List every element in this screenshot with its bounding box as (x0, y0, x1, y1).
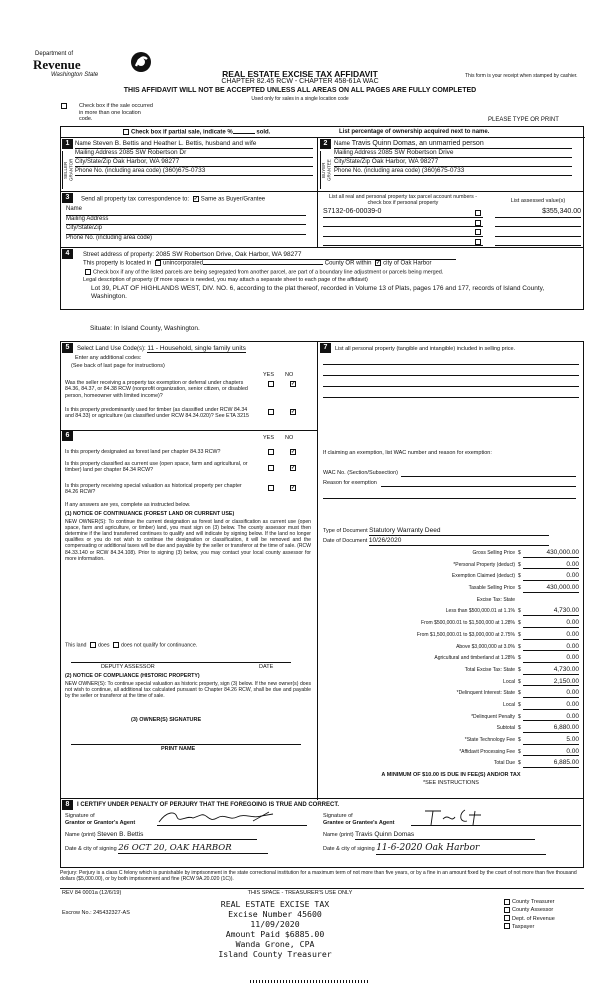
city-checkbox[interactable]: ✓ (376, 260, 381, 266)
buyer-name[interactable]: Travis Quinn Domas, an unmarried person (351, 140, 484, 147)
notice1-text: NEW OWNER(S): To continue the current designation as forest land or classification as current use (open space, farm and agriculture, or timber) land, you must sign on (3) below. The county assessor must then determine if the land transferred continues to qualify and will indicate by signing below. If the land no longer qualifies or you do not wish to continue the designation or classification, it will be removed and the compensating or additional taxes will be due and payable by the seller or transferor at the time of sale. (RCW 84.33.140 or RCW 84.34.108). Prior to signing (3) below, you may contact your local county assessor for more information. (65, 519, 311, 562)
grantee-print-name[interactable]: Travis Quinn Domas (355, 831, 535, 840)
dollar-sign: $ (518, 561, 521, 568)
section-5-number: 5 (62, 343, 73, 353)
amount-row (323, 583, 579, 595)
see-back-label: (See back of last page for instructions) (71, 363, 165, 369)
notice2-title: (2) NOTICE OF COMPLIANCE (HISTORIC PROPERTY) (65, 673, 200, 679)
does-label: does (97, 642, 110, 649)
amount-row (323, 723, 579, 735)
buyer-phone-label: Phone No. (including area code) (334, 168, 421, 174)
section-5-7 (60, 341, 584, 799)
corr-city-label[interactable]: City/State/Zip (66, 225, 306, 235)
dollar-sign: $ (518, 655, 521, 662)
amount-value[interactable]: 0.00 (523, 643, 579, 652)
copy-checkbox[interactable] (504, 915, 510, 921)
amount-label: Exemption Claimed (deduct) (451, 573, 515, 580)
legal-description[interactable]: Lot 39, PLAT OF HIGHLANDS WEST, DIV. NO. 6, according to the plat thereof, recorded in Volume 13 of Plats, pages 176 and 177, records of Island County, Washington. (91, 285, 545, 301)
amount-row (323, 758, 579, 770)
amount-value[interactable]: 4,730.00 (523, 666, 579, 675)
wac-label[interactable]: WAC No. (Section/Subsection) (323, 470, 398, 476)
corr-name-label[interactable]: Name (66, 206, 306, 216)
stamp-line: Amount Paid $6885.00 (225, 929, 325, 939)
stamp-line: 11/09/2020 (250, 919, 300, 929)
s5-yes-header: YES (263, 372, 275, 378)
amount-label: Subtotal (496, 725, 515, 732)
personal-property-line[interactable] (323, 387, 579, 398)
seller-mailing[interactable]: 2085 SW Robertson Dr (119, 149, 187, 156)
dollar-sign: $ (518, 573, 521, 580)
amount-value[interactable]: 430,000.00 (523, 549, 579, 558)
dollar-sign: $ (518, 620, 521, 627)
segregated-checkbox[interactable] (85, 269, 91, 275)
stamp-line: REAL ESTATE EXCISE TAX (220, 899, 330, 909)
seller-city-row (75, 158, 313, 167)
seller-name-label: Name (75, 141, 92, 147)
amount-row (323, 560, 579, 572)
doc-date[interactable]: 10/26/2020 (369, 537, 549, 546)
amount-row (323, 606, 579, 618)
amount-row (323, 653, 579, 665)
amount-value[interactable]: 2,150.00 (523, 678, 579, 687)
segregated-row (83, 269, 443, 276)
perjury-notice: Perjury: Perjury is a class C felony which is punishable by imprisonment in the state correctional institution for a maximum term of not more than five years, or by a fine in an amount fixed by the court of not more than five thousand dollars ($5,000.00), or by both imprisonment and fine (RCW 9A.20.020 (1C)). (60, 870, 577, 883)
print-name: PRINT NAME (161, 746, 196, 752)
amount-row (323, 747, 579, 759)
s6-q3: Is this property receiving special valuation as historical property per chapter 84.26 RCW? (65, 483, 242, 496)
amount-value[interactable]: 5.00 (523, 736, 579, 745)
buyer-name-label: Name (334, 141, 351, 147)
copy-label: Dept. of Revenue (512, 915, 555, 922)
see-instructions: *SEE INSTRUCTIONS (423, 780, 479, 786)
amount-label: Above $3,000,000 at 3.0% (456, 643, 515, 650)
assessed-value[interactable]: $355,340.00 (542, 208, 581, 215)
amount-row (323, 642, 579, 654)
s6-q3-yes[interactable] (268, 485, 274, 491)
dollar-sign: $ (518, 666, 521, 673)
city-of-label: city of Oak Harbor (383, 260, 432, 267)
seller-phone[interactable]: (360)675-0733 (162, 167, 206, 174)
amount-label: *State Technology Fee (464, 737, 515, 743)
amount-value[interactable]: 430,000.00 (523, 584, 579, 593)
seller-mailing-label: Mailing Address (75, 150, 118, 156)
copy-checkbox[interactable] (504, 923, 510, 929)
amount-value[interactable]: 0.00 (523, 631, 579, 640)
copy-label: County Treasurer (512, 899, 555, 905)
amount-label: *Delinquent Interest: State (456, 690, 515, 697)
doc-type-row (323, 527, 549, 536)
unincorporated-label: unincorporated (163, 260, 204, 267)
amount-label: Total Due (493, 760, 515, 767)
dept-line2: Revenue (33, 57, 81, 72)
buyer-city[interactable]: Oak Harbor, WA 98277 (371, 158, 439, 165)
amount-value[interactable]: 0.00 (523, 572, 579, 581)
copy-label: Taxpayer (512, 923, 535, 930)
amount-label: From $500,000.01 to $1,500,000 at 1.28% (421, 620, 515, 627)
grantor-sig-label1: Signature of (65, 813, 95, 819)
grantee-sig-label1: Signature of (323, 813, 353, 819)
s6-q3-no[interactable]: ✓ (291, 485, 296, 491)
parcel-3-personal-checkbox[interactable] (475, 229, 481, 235)
reason-label[interactable]: Reason for exemption (323, 480, 377, 486)
s6-q2-no[interactable]: ✓ (291, 465, 296, 471)
grantor-sig-label2: Grantor or Grantor's Agent (65, 820, 136, 827)
section-2-number: 2 (320, 139, 331, 149)
multi-location-checkbox[interactable] (61, 103, 67, 109)
grantee-sig-label (323, 813, 394, 827)
does-checkbox[interactable] (90, 642, 96, 648)
dollar-sign: $ (518, 585, 521, 592)
seller-label: SELLER GRANTOR (62, 151, 72, 189)
certify-statement: I CERTIFY UNDER PENALTY OF PERJURY THAT THE FOREGOING IS TRUE AND CORRECT. (77, 802, 340, 808)
qualify-row (65, 642, 197, 649)
sold-label: sold. (256, 129, 271, 136)
amount-value[interactable]: 0.00 (523, 713, 579, 722)
seller-city[interactable]: Oak Harbor, WA 98277 (112, 158, 180, 165)
stamp-line: Island County Treasurer (218, 949, 332, 959)
section-4 (60, 247, 584, 310)
buyer-mailing[interactable]: 2085 SW Robertson Drive (378, 149, 454, 156)
section-7-number: 7 (320, 343, 331, 353)
county-or-within-label: County OR within (324, 260, 372, 267)
amount-label: Local (503, 701, 515, 708)
amount-row (323, 595, 579, 607)
grantor-print-name[interactable]: Steven B. Bettis (97, 831, 257, 840)
s5-q1-no[interactable]: ✓ (291, 381, 296, 387)
segregated-label: Check box if any of the listed parcels are being segregated from another parcel, are part of a boundary line adjustment or parcels being merged. (93, 269, 444, 276)
send-correspondence-row (81, 196, 265, 204)
parcel-2-personal-checkbox[interactable] (475, 220, 481, 226)
amount-row (323, 618, 579, 630)
amount-label: Excise Tax: State (476, 596, 515, 603)
additional-codes-label: Enter any additional codes: (75, 355, 142, 361)
doc-date-row (323, 537, 549, 546)
personal-property-line[interactable] (323, 376, 579, 387)
dollar-sign: $ (518, 748, 521, 755)
rev-number: REV 84 0001a (12/6/19) (62, 890, 122, 896)
situate[interactable]: Situate: In Island County, Washington. (90, 325, 200, 332)
section-3 (60, 191, 584, 248)
amount-row (323, 665, 579, 677)
s6-q2: Is this property classified as current use (open space, farm and agricultural, or timber) land per chapter 84.34 RCW? (65, 461, 248, 474)
same-as-buyer-checkbox[interactable]: ✓ (193, 196, 198, 202)
grantee-name-row (323, 831, 535, 840)
grantee-name-label: Name (print) (323, 832, 354, 838)
copy-item (502, 898, 555, 906)
buyer-mailing-row (334, 149, 572, 158)
doc-type[interactable]: Statutory Warranty Deed (369, 527, 549, 536)
amount-row (323, 688, 579, 700)
corr-phone-label[interactable]: Phone No. (including area code) (66, 234, 153, 241)
amount-row (323, 712, 579, 724)
amount-value[interactable]: 0.00 (523, 619, 579, 628)
s6-no-header: NO (285, 435, 294, 441)
land-label: This land (65, 642, 87, 649)
buyer-city-row (334, 158, 572, 167)
grantor-name-label: Name (print) (65, 832, 96, 838)
grantor-date-city[interactable]: 26 OCT 20, OAK HARBOR (118, 843, 268, 854)
buyer-label: BUYER GRANTEE (320, 151, 330, 189)
minimum-due: A MINIMUM OF $10.00 IS DUE IN FEE(S) AND/OR TAX (381, 772, 521, 778)
grantee-signature[interactable] (421, 807, 501, 827)
form-title: REAL ESTATE EXCISE TAX AFFIDAVIT (222, 69, 378, 79)
personal-property-label: List all personal property (tangible and intangible) included in selling price. (335, 346, 516, 352)
dollar-sign: $ (518, 760, 521, 767)
corr-mailing-label[interactable]: Mailing Address (66, 216, 306, 226)
amount-value[interactable]: 6,885.00 (523, 759, 579, 768)
land-use-row (77, 345, 246, 353)
amount-row (323, 735, 579, 747)
located-label: This property is located in (83, 260, 152, 267)
amount-label: Less than $500,000.01 at 1.1% (445, 608, 515, 615)
multi-location-row (65, 103, 155, 123)
owner-signature: (3) OWNER(S) SIGNATURE (131, 717, 202, 723)
s5-q1-yes[interactable] (268, 381, 274, 387)
grantor-name-row (65, 831, 257, 840)
section-6-number: 6 (62, 431, 73, 441)
legal-label: Legal description of property (if more space is needed, you may attach a separate sheet to each page of the affidavit) (83, 277, 368, 283)
ownership-note: List percentage of ownership acquired next to name. (339, 129, 490, 135)
seller-phone-row (75, 167, 313, 176)
amount-value[interactable]: 0.00 (523, 689, 579, 698)
s5-q2-no[interactable]: ✓ (291, 409, 296, 415)
dollar-sign: $ (518, 678, 521, 685)
amount-label: *Delinquent Penalty (471, 713, 515, 720)
value-header: List assessed value(s) (510, 198, 566, 204)
s5-q1: Was the seller receiving a property tax exemption or deferral under chapters 84.36, 84.37, or 84.38 RCW (nonprofit organization, senior citizen, or disabled person, homeowner with limited income)? (65, 380, 248, 399)
deputy-date: DATE (259, 664, 274, 670)
receipt-note: This form is your receipt when stamped by cashier. (465, 73, 578, 79)
amount-label: From $1,500,000.01 to $3,000,000 at 2.75% (416, 631, 515, 638)
single-location: Used only for sales in a single location code (251, 96, 349, 102)
parcel-1-personal-checkbox[interactable] (475, 210, 481, 216)
buyer-name-row (334, 140, 572, 149)
amount-row (323, 630, 579, 642)
partial-sale-label: Check box if partial sale, indicate % (131, 129, 233, 136)
street-address[interactable]: 2085 SW Robertson Drive, Oak Harbor, WA 98277 (156, 251, 456, 260)
grantor-date-row (65, 843, 268, 854)
does-not-label: does not qualify for continuance. (120, 642, 198, 649)
amount-label: Taxable Selling Price (468, 585, 515, 592)
copy-item (502, 915, 555, 923)
amount-label: Agricultural and timberland at 1.28% (434, 655, 515, 662)
s6-q1-no[interactable]: ✓ (291, 449, 296, 455)
amount-value[interactable]: 6,880.00 (523, 724, 579, 733)
grantee-date-row (323, 843, 546, 855)
dollar-sign: $ (518, 701, 521, 708)
doc-type-label: Type of Document (323, 528, 368, 534)
dollar-sign: $ (518, 608, 521, 615)
grantee-date-city[interactable]: 11-6-2020 Oak Harbor (376, 843, 546, 855)
dollar-sign: $ (518, 550, 521, 556)
deputy-assessor: DEPUTY ASSESSOR (101, 664, 155, 670)
dollar-sign: $ (518, 737, 521, 743)
section-8-number: 8 (62, 800, 73, 810)
exemption-text: If claiming an exemption, list WAC number and reason for exemption: (323, 450, 492, 456)
send-label: Send all property tax correspondence to: (81, 196, 190, 203)
s5-no-header: NO (285, 372, 294, 378)
treasurer-stamp (150, 899, 400, 959)
multi-location-label: Check box if the sale occurred in more than one location code. (79, 103, 153, 123)
stamp-line: Excise Number 45600 (228, 909, 322, 919)
section-4-number: 4 (62, 249, 73, 259)
treasurer-only: THIS SPACE - TREASURER'S USE ONLY (247, 890, 353, 896)
parcel-number[interactable]: S7132-06-00039-0 (323, 208, 382, 215)
amount-value[interactable]: 0.00 (523, 748, 579, 757)
seller-mailing-row (75, 149, 313, 158)
amount-row (323, 571, 579, 583)
type-or-print: PLEASE TYPE OR PRINT (488, 117, 559, 123)
dollar-sign: $ (518, 690, 521, 697)
seller-phone-label: Phone No. (including area code) (75, 168, 162, 174)
form-subtitle: CHAPTER 82.45 RCW - CHAPTER 458-61A WAC (221, 78, 379, 85)
s6-q1: Is this property designated as forest land per chapter 84.33 RCW? (65, 449, 221, 455)
seller-name-row (75, 140, 313, 149)
escrow-number: Escrow No.: 245432327-AS (62, 910, 130, 916)
buyer-city-label: City/State/Zip (334, 159, 371, 165)
does-not-checkbox[interactable] (113, 642, 119, 648)
land-use-label: Select Land Use Code(s): (77, 346, 146, 352)
buyer-mailing-label: Mailing Address (334, 150, 377, 156)
partial-sale-row (121, 129, 270, 137)
dept-line1: Department of (35, 51, 74, 57)
copy-item (502, 906, 555, 914)
copy-item (502, 923, 555, 931)
amounts-table (323, 548, 579, 770)
dept-line3: Washington State (51, 72, 99, 78)
s6-q1-yes[interactable] (268, 449, 274, 455)
amount-value[interactable]: 0.00 (523, 561, 579, 570)
grantor-date-label: Date & city of signing (65, 846, 117, 852)
grantee-sig-label2: Grantee or Grantee's Agent (323, 820, 395, 827)
amount-value[interactable]: 0.00 (523, 654, 579, 663)
amount-label: *Affidavit Processing Fee (459, 748, 515, 755)
buyer-phone-row (334, 167, 572, 176)
notice1-title: (1) NOTICE OF CONTINUANCE (FOREST LAND OR CURRENT USE) (65, 511, 235, 517)
section-3-number: 3 (62, 193, 73, 203)
amount-label: *Personal Property (deduct) (453, 561, 515, 568)
amount-value[interactable]: 0.00 (523, 701, 579, 710)
parcel-4-personal-checkbox[interactable] (475, 239, 481, 245)
grantor-sig-label (65, 813, 135, 827)
land-use-code[interactable]: 11 - Household, single family units (147, 345, 246, 352)
buyer-phone[interactable]: (360)675-0733 (421, 167, 465, 174)
amount-row (323, 700, 579, 712)
stamp-line: Wanda Grone, CPA (235, 939, 315, 949)
located-row (83, 260, 431, 268)
form-warning: THIS AFFIDAVIT WILL NOT BE ACCEPTED UNLESS ALL AREAS ON ALL PAGES ARE FULLY COMPLETED (123, 87, 477, 94)
dollar-sign: $ (518, 713, 521, 720)
copy-distribution (502, 898, 555, 931)
s5-q2-yes[interactable] (268, 409, 274, 415)
seller-name[interactable]: Steven B. Bettis and Heather L. Bettis, husband and wife (92, 140, 257, 147)
s5-q2: Is this property predominantly used for timber (as classified under RCW 84.34 and 84.33) or agriculture (as classified under RCW 84.34.020)? See ETA 3215 (65, 407, 249, 420)
s6-q2-yes[interactable] (268, 465, 274, 471)
notice2-text: NEW OWNER(S): To continue special valuation as historic property, sign (3) below. If the new owner(s) does not wish to continue, all additional tax calculated pursuant to Chapter 84.26 RCW, shall be due and payable by the seller or transferor at the time of sale. (65, 681, 311, 700)
seller-city-label: City/State/Zip (75, 159, 112, 165)
copy-checkbox[interactable] (504, 899, 510, 905)
barcode-remnant (250, 980, 370, 983)
copy-label: County Assessor (512, 907, 554, 914)
street-label: Street address of property: (83, 252, 155, 258)
copy-checkbox[interactable] (504, 907, 510, 913)
amount-value[interactable]: 4,730.00 (523, 607, 579, 616)
section-1-number: 1 (62, 139, 73, 149)
same-as-label: Same as Buyer/Grantee (200, 196, 266, 203)
personal-property-line[interactable] (323, 365, 579, 376)
amount-row (323, 677, 579, 689)
unincorporated-checkbox[interactable] (155, 260, 161, 266)
amount-label: Total Excise Tax: State (464, 666, 515, 673)
if-any-yes: If any answers are yes, complete as instructed below. (65, 502, 191, 508)
amount-row (323, 548, 579, 560)
dollar-sign: $ (518, 643, 521, 650)
amount-label: Local (503, 678, 515, 685)
personal-property-line[interactable] (323, 354, 579, 365)
section-1-2 (60, 126, 584, 192)
partial-sale-checkbox[interactable] (123, 129, 129, 135)
grantee-date-label: Date & city of signing (323, 846, 375, 852)
parcel-header: List all real and personal property tax parcel account numbers - check box if personal property (328, 194, 478, 207)
amount-label: Gross Selling Price (472, 550, 515, 556)
dollar-sign: $ (518, 725, 521, 732)
s6-yes-header: YES (263, 435, 275, 441)
street-row (83, 251, 456, 260)
dollar-sign: $ (518, 631, 521, 638)
section-8 (60, 798, 584, 868)
doc-date-label: Date of Document (323, 538, 368, 544)
